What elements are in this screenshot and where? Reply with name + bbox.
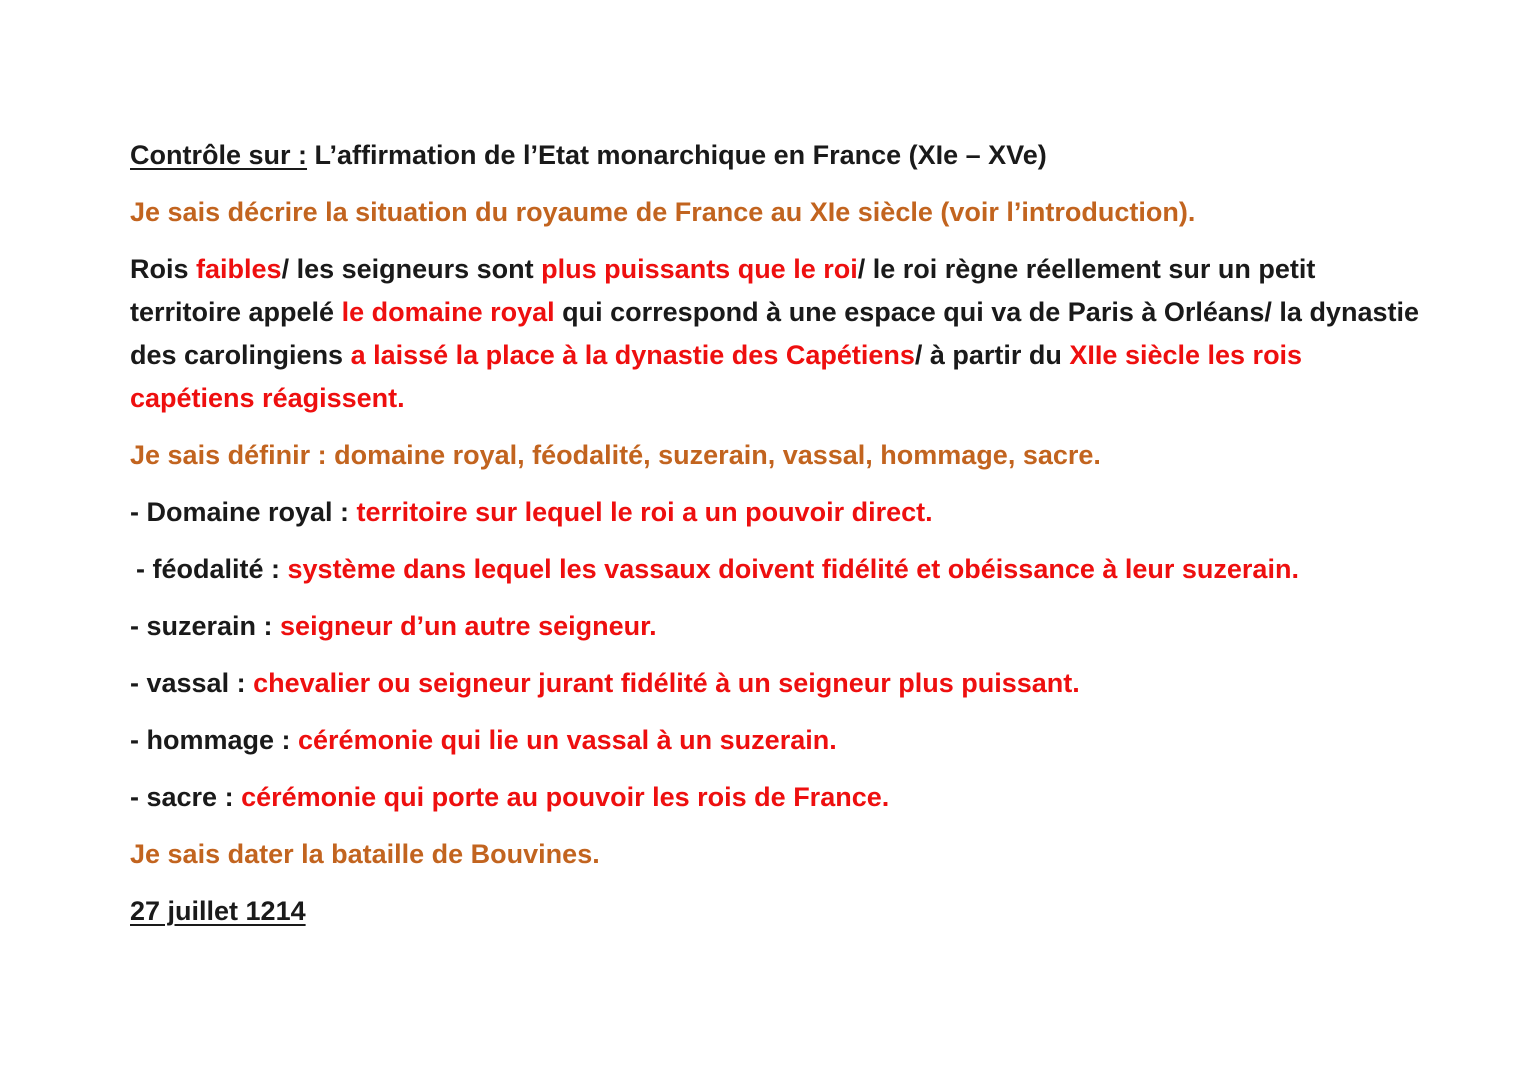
answer-situation xyxy=(130,248,1420,420)
definition-term: - féodalité : xyxy=(136,554,288,584)
definition-item xyxy=(130,662,1420,705)
battle-date: 27 juillet 1214 xyxy=(130,896,306,926)
definition-term: - sacre : xyxy=(130,782,242,812)
definition-term: - Domaine royal : xyxy=(130,497,357,527)
definition-text: chevalier ou seigneur jurant fidélité à un seigneur plus puissant. xyxy=(253,668,1080,698)
answer-part: / le roi règne réellement sur un petit territoire appelé xyxy=(130,254,1316,327)
title-text: L’affirmation de l’Etat monarchique en France (XIe – XVe) xyxy=(307,140,1047,170)
objective-definitions: Je sais définir : domaine royal, féodalité, suzerain, vassal, hommage, sacre. xyxy=(130,440,1101,470)
objective-date: Je sais dater la bataille de Bouvines. xyxy=(130,839,600,869)
answer-highlight: XIIe siècle les rois capétiens réagissent. xyxy=(130,340,1303,413)
objective-situation: Je sais décrire la situation du royaume de France au XIe siècle (voir l’introduction). xyxy=(130,197,1196,227)
definition-term: - hommage : xyxy=(130,725,299,755)
answer-part: qui correspond à une espace qui va de Paris à Orléans/ la dynastie des carolingiens xyxy=(130,297,1419,370)
answer-part: Rois xyxy=(130,254,197,284)
answer-part: / les seigneurs sont xyxy=(281,254,542,284)
definition-item xyxy=(130,776,1420,819)
answer-highlight: faibles xyxy=(196,254,282,284)
answer-highlight: plus puissants que le roi xyxy=(541,254,858,284)
answer-highlight: a laissé la place à la dynastie des Capétiens xyxy=(350,340,915,370)
document-page xyxy=(130,134,1420,947)
definition-text: système dans lequel les vassaux doivent fidélité et obéissance à leur suzerain. xyxy=(287,554,1299,584)
answer-date xyxy=(130,890,1420,933)
definition-text: cérémonie qui lie un vassal à un suzerain. xyxy=(298,725,837,755)
title-label: Contrôle sur : xyxy=(130,140,308,170)
document-title xyxy=(130,134,1420,177)
answer-part: / à partir du xyxy=(914,340,1070,370)
definition-text: territoire sur lequel le roi a un pouvoir direct. xyxy=(356,497,933,527)
definition-text: cérémonie qui porte au pouvoir les rois de France. xyxy=(241,782,890,812)
definition-item xyxy=(130,548,1420,591)
definition-item xyxy=(130,605,1420,648)
definition-item xyxy=(130,719,1420,762)
definition-item xyxy=(130,491,1420,534)
definition-term: - suzerain : xyxy=(130,611,281,641)
definition-term: - vassal : xyxy=(130,668,254,698)
answer-highlight: le domaine royal xyxy=(341,297,555,327)
definition-text: seigneur d’un autre seigneur. xyxy=(280,611,657,641)
